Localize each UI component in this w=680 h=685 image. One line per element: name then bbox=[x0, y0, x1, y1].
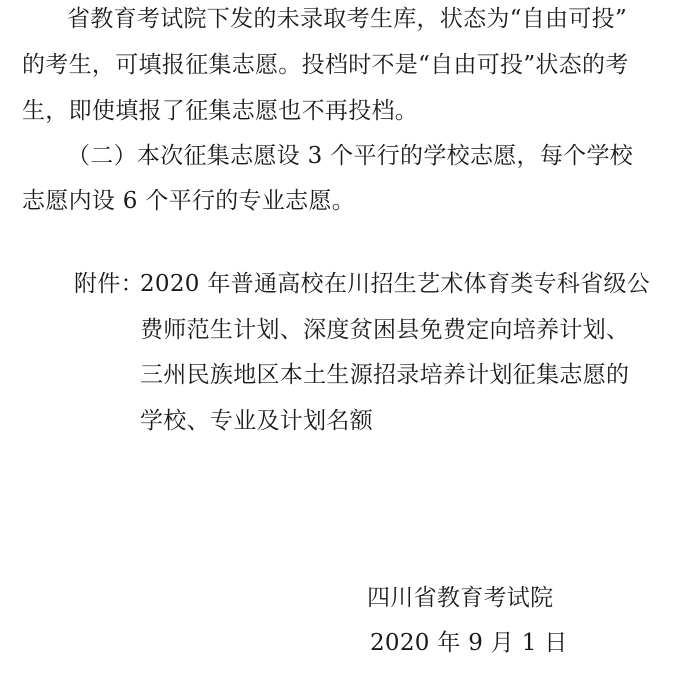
paragraph-1-line-1: 省教育考试院下发的未录取考生库，状态为“自由可投” bbox=[67, 6, 628, 32]
paragraph-1-line-2: 的考生，可填报征集志愿。投档时不是“自由可投”状态的考 bbox=[22, 52, 629, 78]
attachment-label: 附件： bbox=[74, 271, 144, 297]
paragraph-1-line-3: 生，即使填报了征集志愿也不再投档。 bbox=[22, 98, 419, 124]
attachment-line-2: 费师范生计划、深度贫困县免费定向培养计划、 bbox=[140, 317, 630, 343]
attachment-line-4: 学校、专业及计划名额 bbox=[140, 408, 373, 434]
paragraph-2-line-1: （二）本次征集志愿设 3 个平行的学校志愿，每个学校 bbox=[67, 143, 634, 169]
signature-organization: 四川省教育考试院 bbox=[367, 585, 554, 611]
signature-date: 2020 年 9 月 1 日 bbox=[370, 630, 568, 656]
attachment-line-3: 三州民族地区本土生源招录培养计划征集志愿的 bbox=[140, 362, 630, 388]
attachment-line-1: 2020 年普通高校在川招生艺术体育类专科省级公 bbox=[140, 271, 651, 297]
paragraph-2-line-2: 志愿内设 6 个平行的专业志愿。 bbox=[22, 188, 356, 214]
